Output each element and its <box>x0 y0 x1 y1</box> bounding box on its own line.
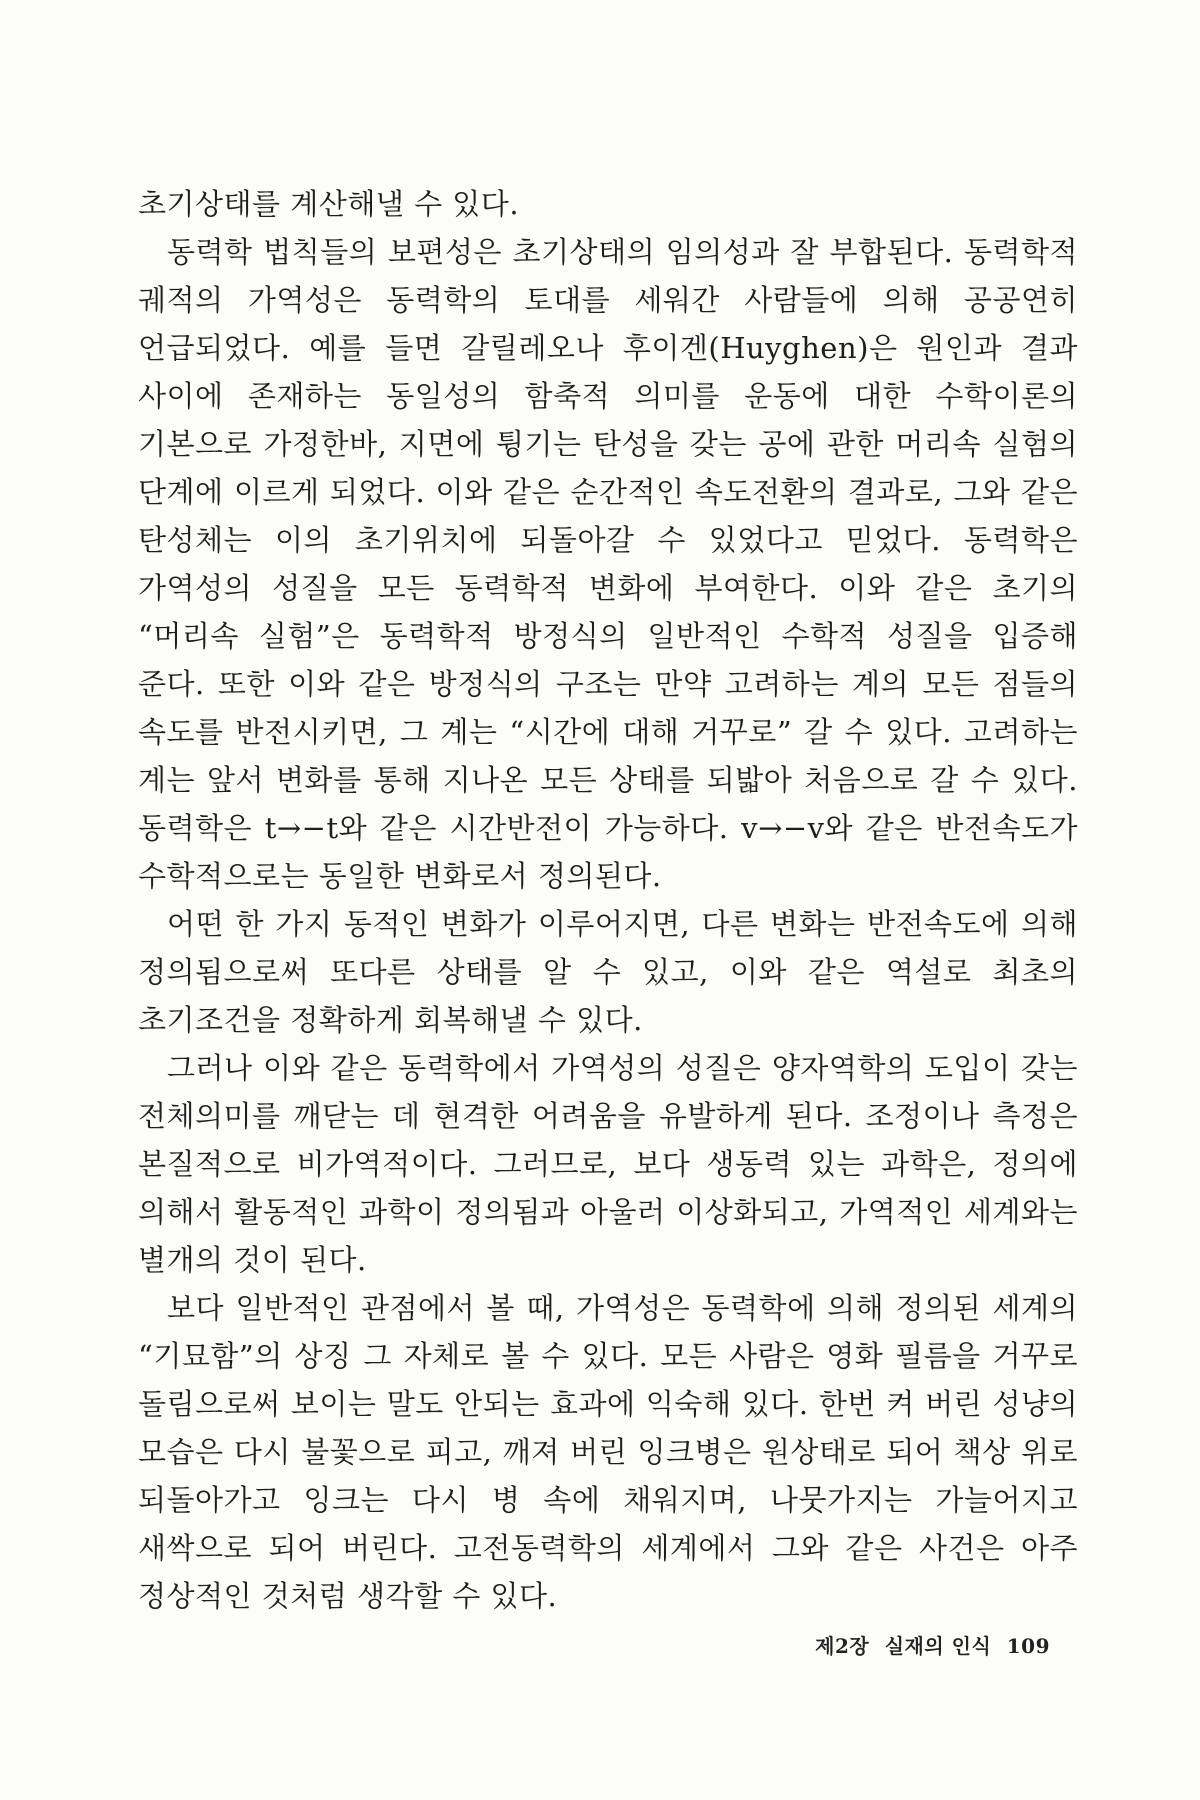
page-footer <box>815 1632 1050 1660</box>
page-number: 109 <box>1006 1634 1050 1658</box>
body-text <box>138 180 1078 1620</box>
paragraph-reversibility: 동력학 법칙들의 보편성은 초기상태의 임의성과 잘 부합된다. 동력학적 궤적의 가역성은 동력학의 토대를 세워간 사람들에 의해 공공연히 언급되었다. 예를 들면 갈릴레오나 후이겐(Huyghen)은 원인과 결과 사이에 존재하는 동일성의 함축적 의미를 운동에 대한 수학이론의 기본으로 가정한바, 지면에 튕기는 탄성을 갖는 공에 관한 머리속 실험의 단계에 이르게 되었다. 이와 같은 순간적인 속도전환의 결과로, 그와 같은 탄성체는 이의 초기위치에 되돌아갈 수 있었다고 믿었다. 동력학은 가역성의 성질을 모든 동력학적 변화에 부여한다. 이와 같은 초기의 “머리속 실험”은 동력학적 방정식의 일반적인 수학적 성질을 입증해 준다. 또한 이와 같은 방정식의 구조는 만약 고려하는 계의 모든 점들의 속도를 반전시키면, 그 계는 “시간에 대해 거꾸로” 갈 수 있다. 고려하는 계는 앞서 변화를 통해 지나온 모든 상태를 되밟아 처음으로 갈 수 있다. 동력학은 t→−t와 같은 시간반전이 가능하다. v→−v와 같은 반전속도가 수학적으로는 동일한 변화로서 정의된다. <box>138 235 1078 893</box>
paragraph-strangeness: 보다 일반적인 관점에서 볼 때, 가역성은 동력학에 의해 정의된 세계의 “기묘함”의 상징 그 자체로 볼 수 있다. 모든 사람은 영화 필름을 거꾸로 돌림으로써 보이는 말도 안되는 효과에 익숙해 있다. 한번 켜 버린 성냥의 모습은 다시 불꽃으로 피고, 깨져 버린 잉크병은 원상태로 되어 책상 위로 되돌아가고 잉크는 다시 병 속에 채워지며, 나뭇가지는 가늘어지고 새싹으로 되어 버린다. 고전동력학의 세계에서 그와 같은 사건은 아주 정상적인 것처럼 생각할 수 있다. <box>138 1291 1078 1613</box>
section-title: 실재의 인식 <box>884 1634 992 1658</box>
chapter-label: 제2장 <box>815 1634 870 1658</box>
paragraph-quantum: 그러나 이와 같은 동력학에서 가역성의 성질은 양자역학의 도입이 갖는 전체의미를 깨닫는 데 현격한 어려움을 유발하게 된다. 조정이나 측정은 본질적으로 비가역적이다. 그러므로, 보다 생동력 있는 과학은, 정의에 의해서 활동적인 과학이 정의됨과 아울러 이상화되고, 가역적인 세계와는 별개의 것이 된다. <box>138 1051 1078 1277</box>
paragraph-reversal: 어떤 한 가지 동적인 변화가 이루어지면, 다른 변화는 반전속도에 의해 정의됨으로써 또다른 상태를 알 수 있고, 이와 같은 역설로 최초의 초기조건을 정확하게 회복해낼 수 있다. <box>138 907 1078 1037</box>
paragraph-continuation: 초기상태를 계산해낼 수 있다. <box>138 187 520 221</box>
